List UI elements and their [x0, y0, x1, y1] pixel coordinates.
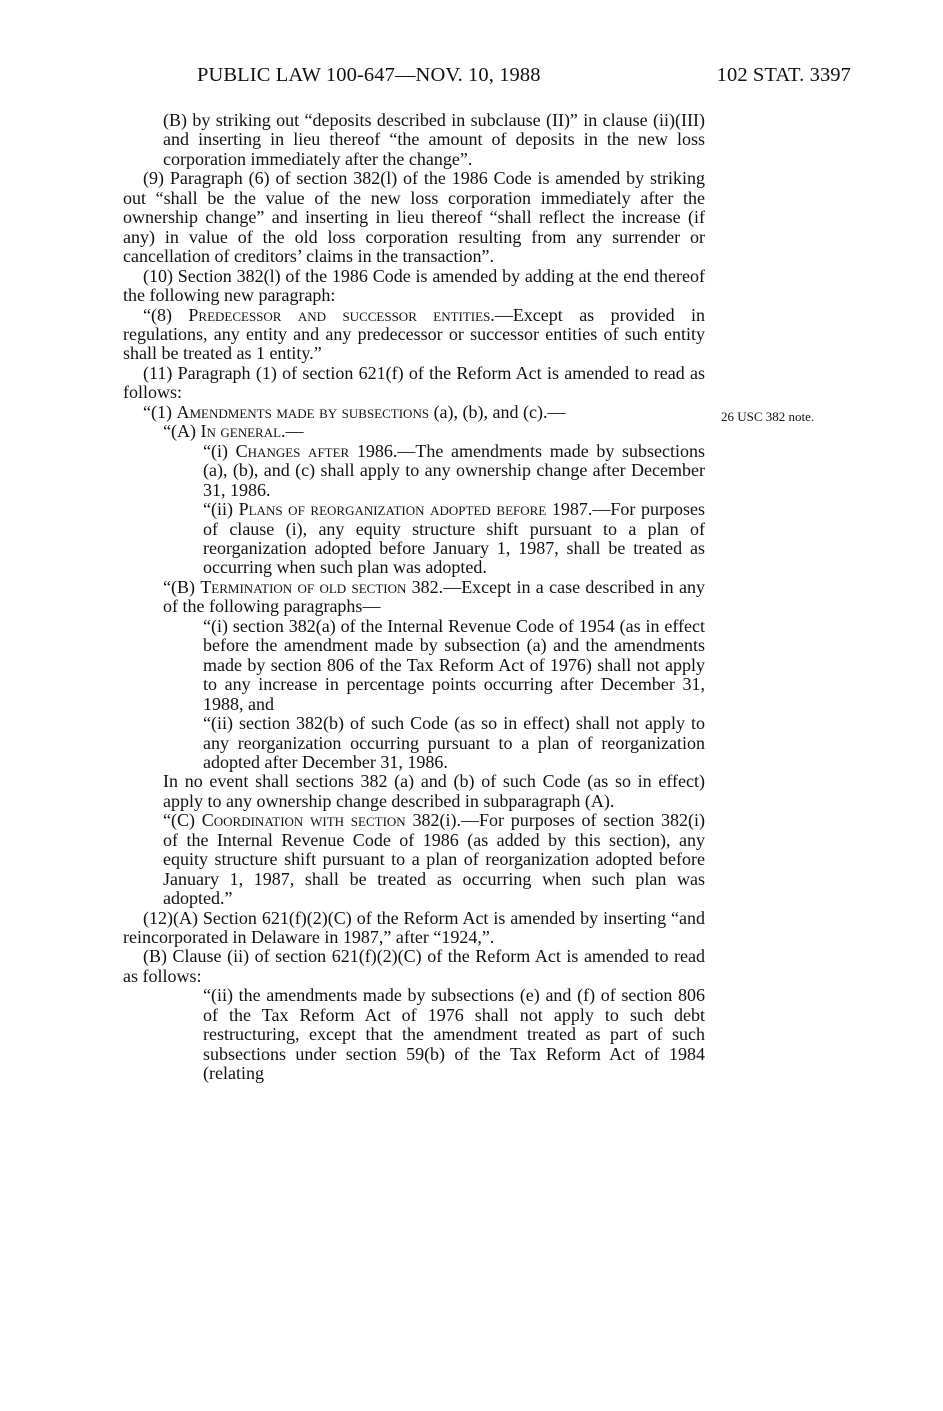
- statute-paragraph: [123, 306, 705, 364]
- paragraph-designator: “(1): [143, 401, 177, 422]
- paragraph-designator: “(B): [163, 576, 201, 597]
- paragraph-heading: Termination of old section 382.: [200, 576, 444, 597]
- statute-paragraph: [123, 403, 705, 422]
- statute-paragraph: [123, 811, 705, 908]
- running-header-left: PUBLIC LAW 100-647—NOV. 10, 1988: [197, 64, 541, 86]
- paragraph-text: 1987.—For purposes of clause (i), any equity structure shift pursuant to a plan of reorganization adopted before January 1, 1987, shall be treated as occurring when such plan was adopted.: [203, 499, 706, 578]
- paragraph-heading: Predecessor and successor entities.: [188, 304, 495, 325]
- running-header-page-number: 102 STAT. 3397: [716, 64, 851, 86]
- statute-paragraph: In no event shall sections 382 (a) and (b) of such Code (as so in effect) apply to any ownership change described in subparagraph (A).: [163, 771, 705, 811]
- paragraph-text: —The amendments made by subsections (a), (b), and (c) shall apply to any ownership change after December 31, 1986.: [203, 440, 706, 500]
- margin-citation-note: 26 USC 382 note.: [721, 409, 815, 424]
- statute-paragraph: [123, 422, 705, 441]
- paragraph-heading: Amendments made by subsections: [176, 401, 430, 422]
- statute-paragraph: (11) Paragraph (1) of section 621(f) of the Reform Act is amended to read as follows:: [123, 362, 705, 403]
- statute-paragraph: (9) Paragraph (6) of section 382(l) of the 1986 Code is amended by striking out “shall be the value of the new loss corporation immediately after the ownership change” and inserting in lieu thereof “shall reflect the increase (if any) in value of the old loss corporation resulting from any surrender or cancellation of creditors’ claims in the transaction”.: [123, 168, 705, 267]
- statute-paragraph: [123, 578, 705, 617]
- statute-paragraph: [123, 500, 705, 578]
- paragraph-designator: “(8): [143, 304, 189, 325]
- statute-paragraph: (10) Section 382(l) of the 1986 Code is amended by adding at the end thereof the following new paragraph:: [123, 265, 705, 306]
- statute-paragraph: [123, 442, 705, 500]
- paragraph-heading: In general.: [200, 421, 286, 442]
- statute-paragraph: “(ii) section 382(b) of such Code (as so in effect) shall not apply to any reorganization occurring pursuant to a plan of reorganization adopted after December 31, 1986.: [203, 713, 705, 772]
- paragraph-text: —Except as provided in regulations, any entity and any predecessor or successor entities of such entity shall be treated as 1 entity.”: [123, 304, 705, 364]
- paragraph-designator: “(A): [163, 421, 201, 442]
- statute-body: [123, 111, 705, 1084]
- statute-paragraph: “(i) section 382(a) of the Internal Revenue Code of 1954 (as in effect before the amendment made by subsection (a) and the amendments made by section 806 of the Tax Reform Act of 1976) shall not apply to any increase in percentage points occurring after December 31, 1988, and: [203, 615, 705, 714]
- paragraph-designator: “(C): [163, 810, 202, 831]
- paragraph-text: —Except in a case described in any of the following paragraphs—: [163, 576, 705, 617]
- statute-paragraph: (B) by striking out “deposits described in subclause (II)” in clause (ii)(III) and inserting in lieu thereof “the amount of deposits in the new loss corporation immediately after the change”.: [163, 110, 705, 169]
- paragraph-heading: Plans of reorganization adopted before: [238, 499, 547, 520]
- paragraph-designator: “(i): [203, 440, 236, 461]
- paragraph-heading: Coordination with section: [201, 810, 406, 831]
- paragraph-text: —: [285, 421, 304, 442]
- statute-paragraph: (12)(A) Section 621(f)(2)(C) of the Reform Act is amended by inserting “and reincorporated in Delaware in 1987,” after “1924,”.: [123, 907, 705, 948]
- paragraph-text: 382(i).—For purposes of section 382(i) of the Internal Revenue Code of 1986 (as added by this section), any equity structure shift pursuant to a plan of reorganization adopted before January 1, 1987, shall be treated as occurring when such plan was adopted.”: [163, 810, 706, 909]
- paragraph-text: (a), (b), and (c).—: [429, 401, 566, 422]
- statute-paragraph: “(ii) the amendments made by subsections (e) and (f) of section 806 of the Tax Reform Act of 1976 shall not apply to such debt restructuring, except that the amendment treated as part of such subsections under section 59(b) of the Tax Reform Act of 1984 (relating: [203, 985, 705, 1084]
- paragraph-designator: “(ii): [203, 499, 239, 520]
- paragraph-heading: Changes after 1986.: [235, 440, 398, 461]
- statute-paragraph: (B) Clause (ii) of section 621(f)(2)(C) of the Reform Act is amended to read as follows:: [123, 946, 705, 986]
